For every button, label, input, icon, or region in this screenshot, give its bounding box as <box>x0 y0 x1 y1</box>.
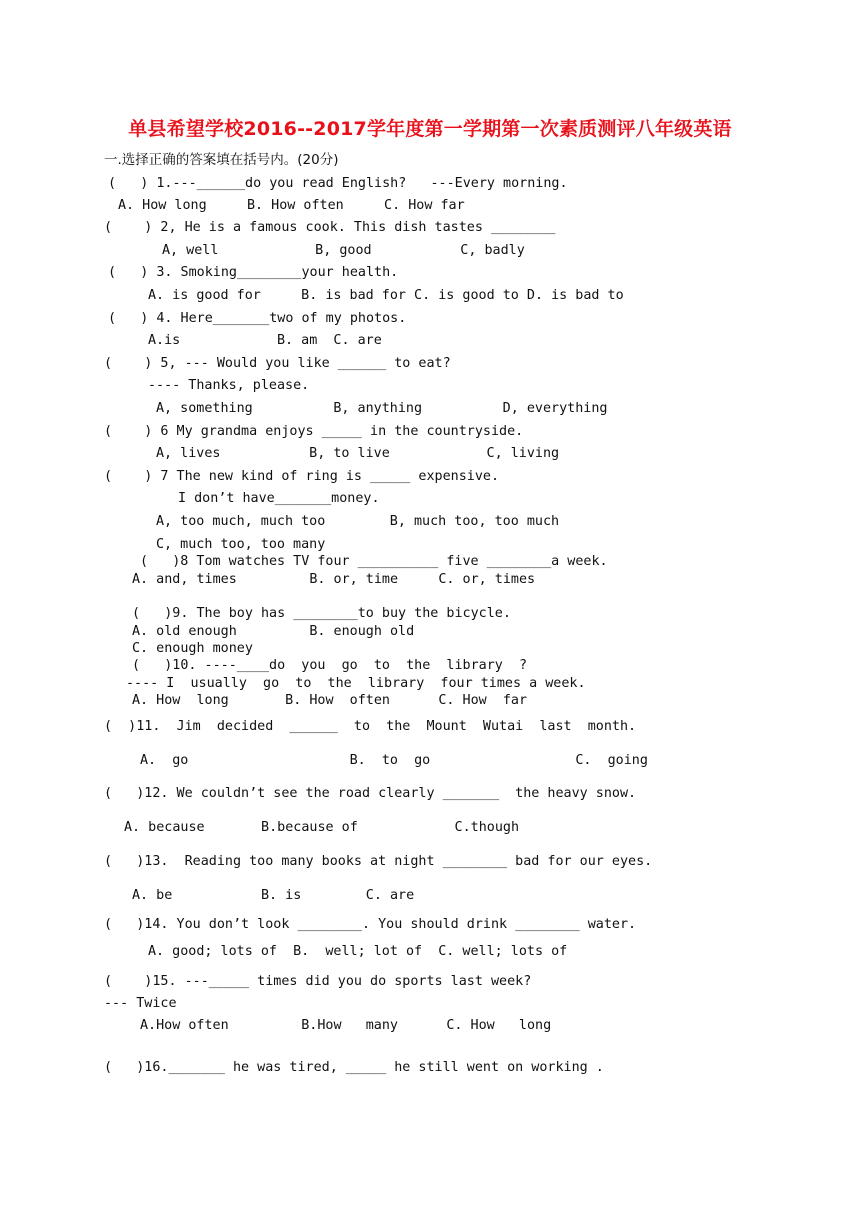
section-heading: 一.选择正确的答案填在括号内。(20分) <box>104 152 339 168</box>
question-1: ( ) 1.---______do you read English? ---Every morning. <box>108 176 568 191</box>
options-11: A. go B. to go C. going <box>140 753 648 768</box>
options-1: A. How long B. How often C. How far <box>118 198 465 213</box>
question-7: ( ) 7 The new kind of ring is _____ expensive. <box>104 469 500 484</box>
question-10-response: ---- I usually go to the library four times a week. <box>126 676 586 691</box>
question-13: ( )13. Reading too many books at night ________ bad for our eyes. <box>104 854 653 869</box>
question-4: ( ) 4. Here_______two of my photos. <box>108 311 407 326</box>
question-8: ( )8 Tom watches TV four __________ five ________a week. <box>140 554 608 569</box>
options-10: A. How long B. How often C. How far <box>132 693 528 708</box>
options-13: A. be B. is C. are <box>132 888 415 903</box>
question-2: ( ) 2, He is a famous cook. This dish tastes ________ <box>104 220 556 235</box>
question-5: ( ) 5, --- Would you like ______ to eat? <box>104 356 451 371</box>
question-10: ( )10. ----____do you go to the library ? <box>132 658 528 673</box>
question-14: ( )14. You don’t look ________. You should drink ________ water. <box>104 917 637 932</box>
question-12: ( )12. We couldn’t see the road clearly _______ the heavy snow. <box>104 786 637 801</box>
options-15: A.How often B.How many C. How long <box>140 1018 552 1033</box>
options-2: A, well B, good C, badly <box>162 243 525 258</box>
options-8: A. and, times B. or, time C. or, times <box>132 572 536 587</box>
question-16: ( )16._______ he was tired, _____ he still went on working . <box>104 1060 604 1075</box>
options-5: A, something B, anything D, everything <box>156 401 608 416</box>
question-7-line2: I don’t have_______money. <box>178 491 380 506</box>
options-4: A.is B. am C. are <box>148 333 382 348</box>
exam-title: 单县希望学校2016--2017学年度第一学期第一次素质测评八年级英语 <box>128 118 732 140</box>
question-15: ( )15. ---_____ times did you do sports last week? <box>104 974 532 989</box>
question-9: ( )9. The boy has ________to buy the bicycle. <box>132 606 511 621</box>
options-7-row1: A, too much, much too B, much too, too much <box>156 514 560 529</box>
options-9-row1: A. old enough B. enough old <box>132 624 415 639</box>
options-3: A. is good for B. is bad for C. is good to D. is bad to <box>148 288 624 303</box>
question-11: ( )11. Jim decided ______ to the Mount Wutai last month. <box>104 719 637 734</box>
question-6: ( ) 6 My grandma enjoys _____ in the countryside. <box>104 424 524 439</box>
options-14: A. good; lots of B. well; lot of C. well; lots of <box>148 944 568 959</box>
options-6: A, lives B, to live C, living <box>156 446 560 461</box>
question-15-response: --- Twice <box>104 996 177 1011</box>
options-12: A. because B.because of C.though <box>124 820 520 835</box>
options-7-row2: C, much too, too many <box>156 537 326 552</box>
options-9-row2: C. enough money <box>132 641 253 656</box>
question-5-response: ---- Thanks, please. <box>148 378 310 393</box>
question-3: ( ) 3. Smoking________your health. <box>108 265 399 280</box>
